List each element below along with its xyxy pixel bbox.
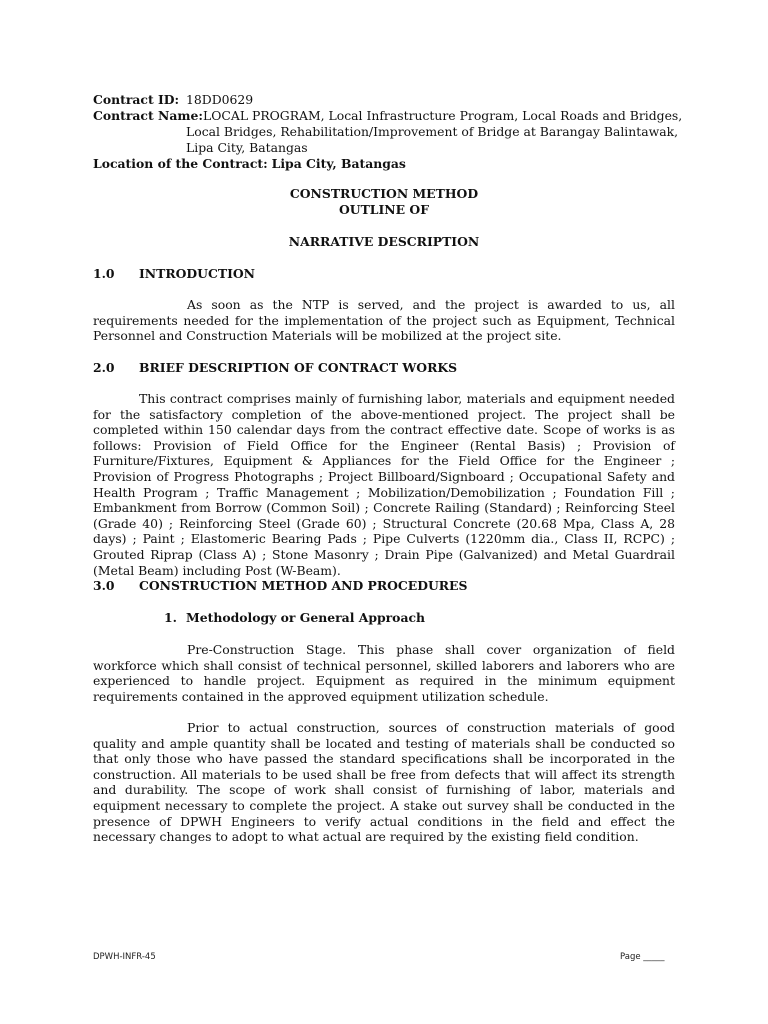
contract-name-line-2: Local Bridges, Rehabilitation/Improvement of Bridge at Barangay Balintawak, [186, 124, 679, 139]
contract-id-row [93, 92, 693, 108]
title-line-2: OUTLINE OF [338, 202, 429, 217]
section-3-paragraph-2: Prior to actual construction, sources of construction materials of good quality and ample quantity shall be located and testing of materials shall be conducted so that only those who have passed the standard specifications shall be incorporated in the construction. All materials to be used shall be free from defects that will affect its strength and durability. The scope of work shall consist of furnishing of labor, materials and equipment necessary to complete the project. A stake out survey shall be conducted in the presence of DPWH Engineers to verify actual conditions in the field and effect the necessary changes to adopt to what actual are required by the existing field condition. [93, 720, 675, 845]
section-2-number: 2.0 [93, 360, 115, 375]
section-1-title: INTRODUCTION [139, 266, 255, 281]
contract-name-label: Contract Name: [93, 108, 203, 123]
document-subtitle [0, 234, 768, 250]
contract-name-line-3: Lipa City, Batangas [186, 140, 308, 155]
contract-id-label: Contract ID: [93, 92, 180, 107]
section-3-title: CONSTRUCTION METHOD AND PROCEDURES [139, 578, 468, 593]
subsection-1-number: 1. [164, 610, 177, 625]
location-label: Location of the Contract: [93, 156, 268, 171]
title-line-1: CONSTRUCTION METHOD [289, 186, 479, 201]
location-value: Lipa City, Batangas [271, 156, 406, 171]
contract-name-row [93, 108, 693, 124]
footer-doc-code: DPWH-INFR-45 [93, 952, 156, 962]
document-title [0, 186, 768, 218]
subsection-1-title: Methodology or General Approach [186, 610, 426, 625]
section-2-heading [93, 360, 457, 375]
contract-name-line-1: LOCAL PROGRAM, Local Infrastructure Program, Local Roads and Bridges, [203, 108, 683, 123]
section-1-paragraph: As soon as the NTP is served, and the project is awarded to us, all requirements needed for the implementation of the project such as Equipment, Technical Personnel and Construction Materials will be mobilized at the project site. [93, 297, 675, 344]
section-2-paragraph: This contract comprises mainly of furnishing labor, materials and equipment needed for the satisfactory completion of the above-mentioned project. The project shall be completed within 150 calendar days from the contract effective date. Scope of works is as follows: Provision of Field Office for the Engineer (Rental Basis) ; Provision of Furniture/Fixtures, Equipment & Appliances for the Field Office for the Engineer ; Provision of Progress Photographs ; Project Billboard/Signboard ; Occupational Safety and Health Program ; Traffic Management ; Mobilization/Demobilization ; Foundation Fill ; Embankment from Borrow (Common Soil) ; Concrete Railing (Standard) ; Reinforcing Steel (Grade 40) ; Reinforcing Steel (Grade 60) ; Structural Concrete (20.68 Mpa, Class A, 28 days) ; Paint ; Elastomeric Bearing Pads ; Pipe Culverts (1220mm dia., Class II, RCPC) ; Grouted Riprap (Class A) ; Stone Masonry ; Drain Pipe (Galvanized) and Metal Guardrail (Metal Beam) including Post (W-Beam). [93, 391, 675, 578]
footer-page-label: Page _____ [620, 952, 665, 962]
contract-id-value: 18DD0629 [186, 92, 254, 107]
section-2-title: BRIEF DESCRIPTION OF CONTRACT WORKS [139, 360, 458, 375]
subsection-1-heading [164, 610, 425, 625]
contract-header [93, 92, 693, 172]
section-3-paragraph-1: Pre-Construction Stage. This phase shall cover organization of field workforce which shall consist of technical personnel, skilled laborers and laborers who are experienced to handle project. Equipment as required in the minimum equipment requirements contained in the approved equipment utilization schedule. [93, 642, 675, 704]
title-line-3: NARRATIVE DESCRIPTION [288, 234, 480, 249]
section-1-number: 1.0 [93, 266, 115, 281]
section-3-number: 3.0 [93, 578, 115, 593]
location-row [93, 156, 693, 172]
section-3-heading [93, 578, 467, 593]
section-1-heading [93, 266, 255, 281]
